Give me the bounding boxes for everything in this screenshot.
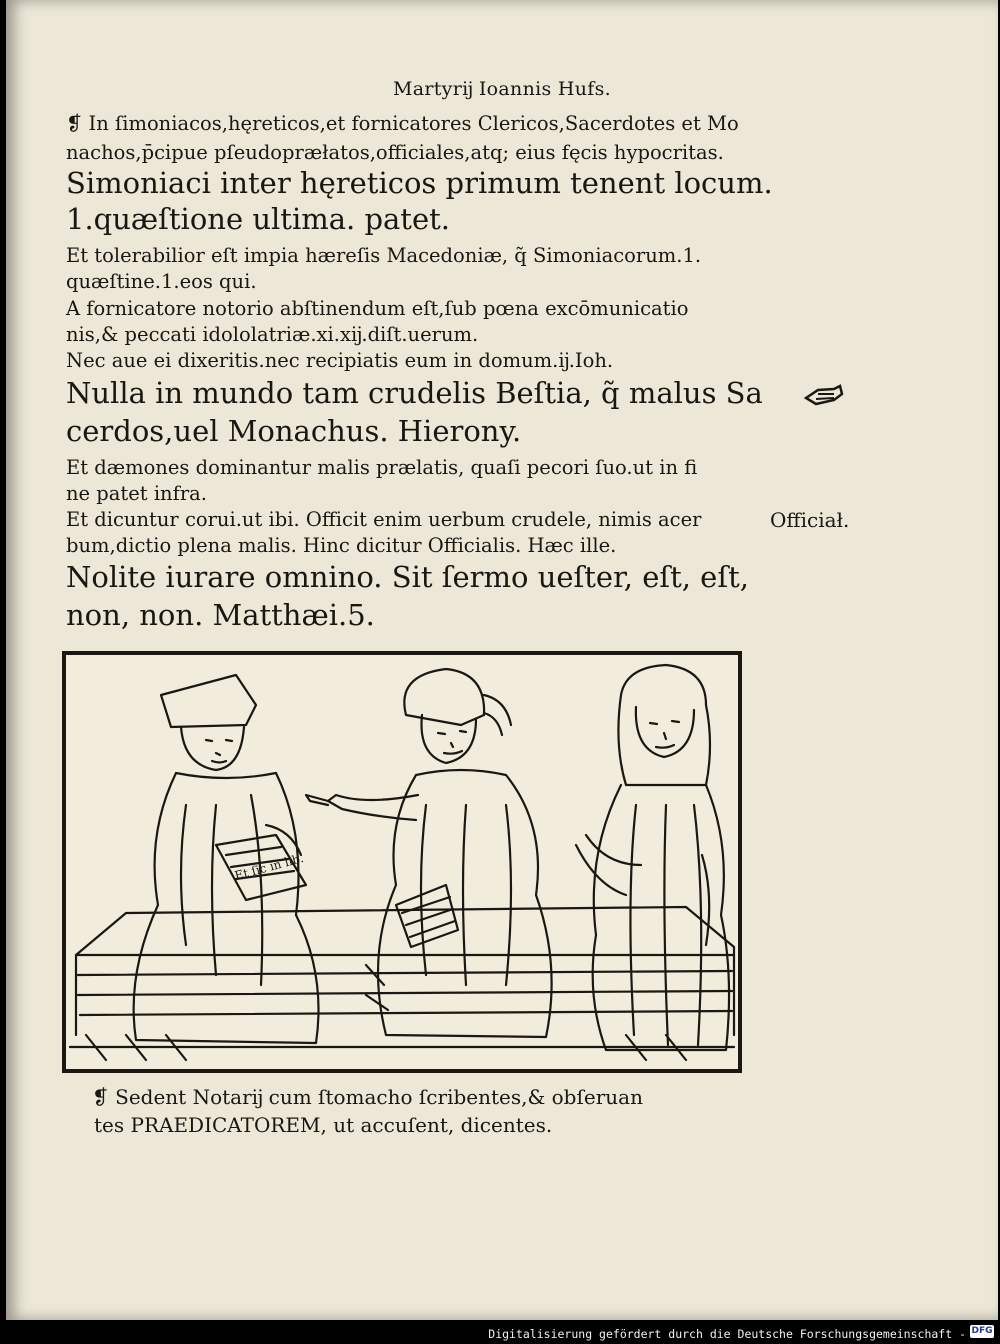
running-head: Martyrĳ Ioannis Hufs.	[392, 78, 612, 100]
margin-note: Officiał.	[770, 508, 850, 532]
text-line-11: cerdos,uel Monachus. Hierony.	[66, 414, 522, 448]
footer-credit: Digitalisierung gefördert durch die Deutsche Forschungsgemeinschaft -	[488, 1327, 966, 1341]
scroll-inscription: Et ſic in lib.	[233, 851, 306, 883]
text-line-10: Nulla in mundo tam crudelis Beſtia, q̃ malus Sa	[66, 376, 763, 410]
text-line-14: Et dicuntur corui.ut ibi. Officit enim uerbum crudele, nimis acer	[66, 508, 702, 531]
text-line-5: Et tolerabilior eſt impia hæreſis Macedoniæ, q̃ Simoniacorum.1.	[66, 244, 702, 267]
text-line-4: 1.quæſtione ultima. patet.	[66, 202, 450, 236]
text-line-2: nachos,p̄cipue pſeudopræłatos,officiales,atq; eius fęcis hypocritas.	[66, 141, 724, 164]
text-line-8: nis,& peccati idololatriæ.xi.xĳ.diſt.uerum.	[66, 323, 479, 346]
woodcut-scene	[66, 655, 738, 1069]
text-line-16: Nolite iurare omnino. Sit ſermo ueſter, eſt, eſt,	[66, 560, 749, 594]
text-line-9: Nec aue ei dixeritis.nec recipiatis eum in domum.ĳ.Ioh.	[66, 349, 614, 372]
pointing-hand-icon	[804, 380, 846, 410]
text-line-6: quæſtine.1.eos qui.	[66, 270, 257, 293]
caption-line-2: tes PRAEDICATOREM, ut accuſent, dicentes.	[94, 1113, 553, 1137]
text-line-13: ne patet infra.	[66, 482, 207, 505]
text-line-12: Et dæmones dominantur malis prælatis, quaſi pecori ſuo.ut in fi	[66, 456, 698, 479]
text-line-1: ❡ In ſimoniacos,hęreticos,et fornicatores Clericos,Sacerdotes et Mo	[66, 112, 739, 135]
text-line-7: A fornicatore notorio abſtinendum eſt,ſub pœna excōmunicatio	[66, 297, 689, 320]
dfg-logo: DFG	[971, 1326, 993, 1336]
text-line-15: bum,dictio plena malis. Hinc dicitur Officialis. Hæc ille.	[66, 534, 617, 557]
text-line-3: Simoniaci inter hęreticos primum tenent locum.	[66, 166, 773, 200]
woodcut-illustration	[62, 651, 742, 1073]
text-line-17: non, non. Matthæi.5.	[66, 598, 375, 632]
caption-line-1: ❡ Sedent Notarĳ cum ſtomacho ſcribentes,& obſeruan	[92, 1085, 643, 1109]
book-page	[6, 0, 998, 1320]
